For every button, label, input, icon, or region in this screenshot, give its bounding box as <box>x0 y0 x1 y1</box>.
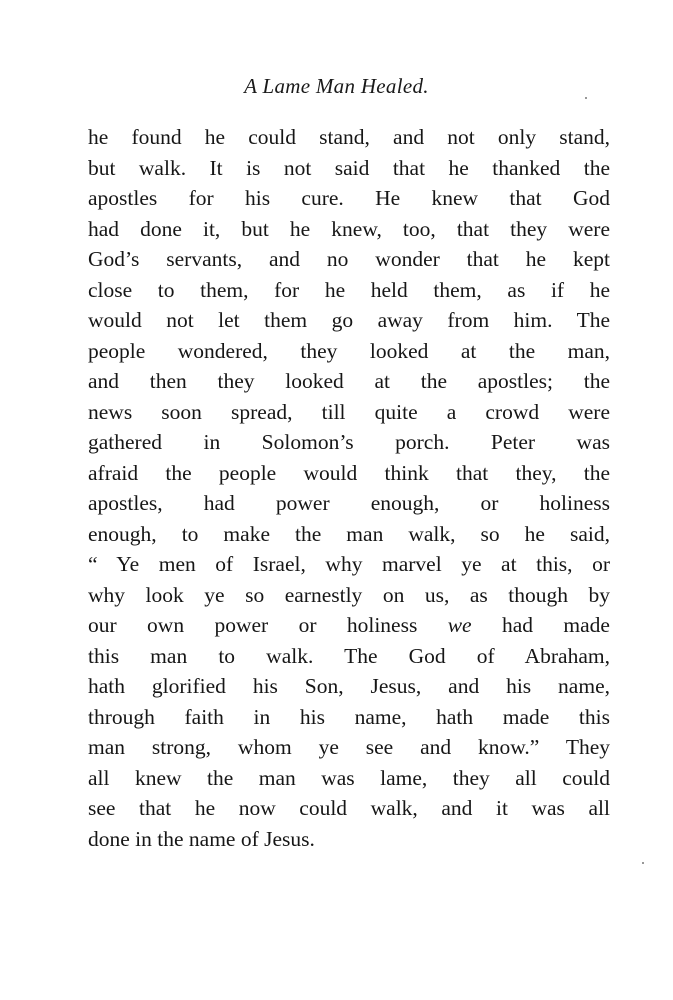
text-line: our own power or holiness we had made <box>88 613 610 637</box>
text-line: but walk. It is not said that he thanked the <box>88 155 610 180</box>
text-line: and then they looked at the apostles; the <box>88 369 610 393</box>
text-line: gathered in Solomon’s porch. Peter was <box>88 430 610 454</box>
text-line: people wondered, they looked at the man, <box>88 338 610 363</box>
text-line: through faith in his name, hath made this <box>88 704 610 729</box>
body-paragraph <box>88 122 610 854</box>
text-line: afraid the people would think that they, the <box>88 460 610 485</box>
text-line: he found he could stand, and not only stand, <box>88 125 610 149</box>
text-line: close to them, for he held them, as if he <box>88 277 610 302</box>
text-line: news soon spread, till quite a crowd were <box>88 399 610 424</box>
text-line: done in the name of Jesus. <box>88 826 315 851</box>
text-line: God’s servants, and no wonder that he kept <box>88 247 610 271</box>
text-line: apostles, had power enough, or holiness <box>88 491 610 515</box>
text-line: hath glorified his Son, Jesus, and his name, <box>88 674 610 698</box>
text-line: “ Ye men of Israel, why marvel ye at this, or <box>88 552 610 576</box>
text-line: this man to walk. The God of Abraham, <box>88 643 610 668</box>
text-line: would not let them go away from him. The <box>88 308 610 332</box>
text-line: enough, to make the man walk, so he said, <box>88 521 610 546</box>
text-line: see that he now could walk, and it was all <box>88 796 610 820</box>
text-line: had done it, but he knew, too, that they were <box>88 216 610 241</box>
text-line: man strong, whom ye see and know.” They <box>88 735 610 759</box>
running-head: A Lame Man Healed. <box>244 74 429 98</box>
text-line: why look ye so earnestly on us, as though by <box>88 582 610 607</box>
text-line: all knew the man was lame, they all could <box>88 765 610 790</box>
paper-speck <box>642 862 644 864</box>
text-line: apostles for his cure. He knew that God <box>88 186 610 210</box>
paper-speck <box>585 97 587 99</box>
emphasized-word: we <box>447 613 472 637</box>
